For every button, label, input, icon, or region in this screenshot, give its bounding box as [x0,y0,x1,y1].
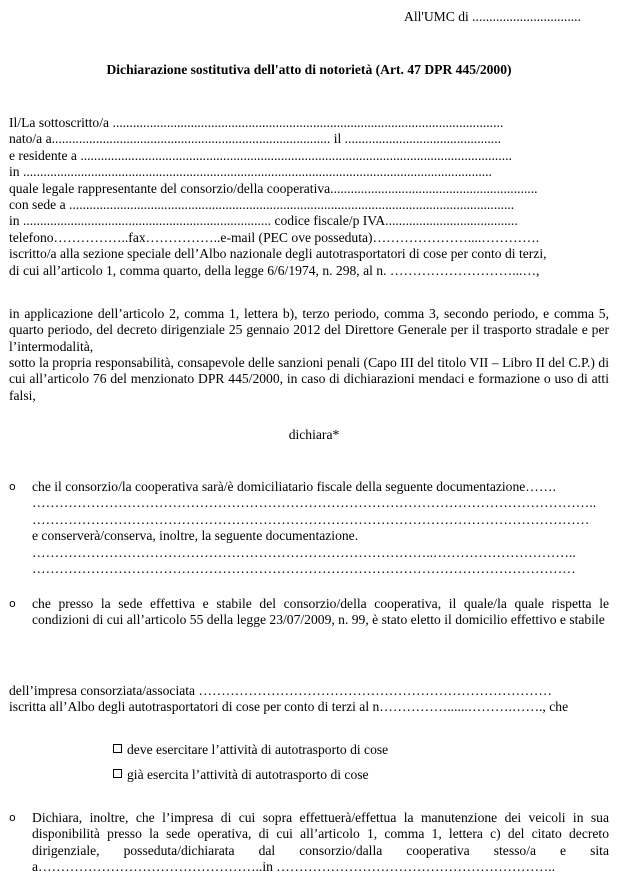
item1-dotted-line: …………………………………………………………………………………………………………… [32,511,590,527]
registration-line-2: di cui all’articolo 1, comma quarto, della legge 6/6/1974, n. 298, al n. ………………………...…, [9,262,540,278]
field-birth-place-date: nato/a a.................................................................................. il .............................................. [9,131,501,147]
item3-text: Dichiara, inoltre, che l’impresa di cui sopra effettuerà/effettua la manutenzione dei veicoli in sua disponibilità presso la sede operativa, di cui all’articolo 1, comma 1, lettera c) del citato decreto dirigenziale, posseduta/dichiarata dal consorzio/dalla cooperativa stesso/a e sita a…………………………………………..in …………………………………………………….. [32,810,609,875]
field-address-tax-code: in ......................................................................... codice fiscale/p IVA....................................... [9,213,518,229]
registration-line-1: iscritto/a alla sezione speciale dell’Albo nazionale degli autotrasportatori di cose per conto di terzi, [9,246,547,262]
item1-dotted-line: ………………………………………………………………………………………………………… [32,560,576,576]
company-section [9,683,609,716]
addressee-line: All'UMC di ................................ [404,9,581,24]
registration-line: iscritta all’Albo degli autotrasportatori di cose per conto di terzi al n……………......……….……., che [9,699,569,715]
field-residence-address: in .......................................................................................................................................... [9,164,492,180]
document-title: Dichiarazione sostitutiva dell'atto di notorietà (Art. 47 DPR 445/2000) [106,62,512,77]
checkbox[interactable] [113,769,122,778]
field-residence: e residente a ............................................................................................................................... [9,147,512,163]
field-contacts: telefono……………..fax……………..e-mail (PEC ove posseduta)…………………....…………. [9,229,540,245]
item1-line: e conserverà/conserva, inoltre, la seguente documentazione. [32,528,359,544]
field-legal-representative: quale legale rappresentante del consorzio/della cooperativa............................................................. [9,180,538,196]
premise-paragraph: in applicazione dell’articolo 2, comma 1, lettera b), terzo periodo, comma 3, secondo periodo, e comma 5, quarto periodo, del decreto dirigenziale 25 gennaio 2012 del Direttore Generale per il trasporto stradale e per l’intermodalità, [9,306,609,354]
identification-section [9,115,609,279]
item1-line: che il consorzio/la cooperativa sarà/è domiciliatario fiscale della seguente documentazione……. [32,479,556,494]
field-headquarters: con sede a ................................................................................................................................... [9,196,515,212]
option-label: deve esercitare l’attività di autotrasporto di cose [127,742,389,757]
checkbox[interactable] [113,744,122,753]
company-line: dell’impresa consorziata/associata …………………………………………………………………… [9,683,552,698]
declaration-item-3 [9,810,609,876]
responsibility-paragraph: sotto la propria responsabilità, consapevole delle sanzioni penali (Capo III del titolo VII – Libro II del C.P.) di cui all’articolo 76 del menzionato DPR 445/2000, in caso di dichiarazioni mendaci e formazione o uso di atti falsi, [9,355,609,403]
bullet-marker: o [9,597,16,610]
declares-heading: dichiara* [288,427,340,442]
field-signatory-name: Il/La sottoscritto/a ................................................................................................................... [9,115,504,130]
bullet-marker: o [9,480,16,493]
option-label: già esercita l’attività di autotrasporto di cose [127,767,369,782]
declaration-item-2 [9,596,609,629]
bullet-marker: o [9,811,16,824]
item1-dotted-line: ……………………………………………………………………………..………………………….. [32,544,576,560]
item1-dotted-line: …………………………………………………………………………………………………………….. [32,495,597,511]
item2-text: che presso la sede effettiva e stabile del consorzio/della cooperativa, il quale/la quale rispetta le condizioni di cui all’articolo 55 della legge 23/07/2009, n. 99, è stato eletto il domicilio effettivo e stabile [32,596,609,628]
declaration-item-1 [9,479,609,577]
option-row[interactable] [113,742,388,758]
option-row[interactable] [113,767,369,783]
